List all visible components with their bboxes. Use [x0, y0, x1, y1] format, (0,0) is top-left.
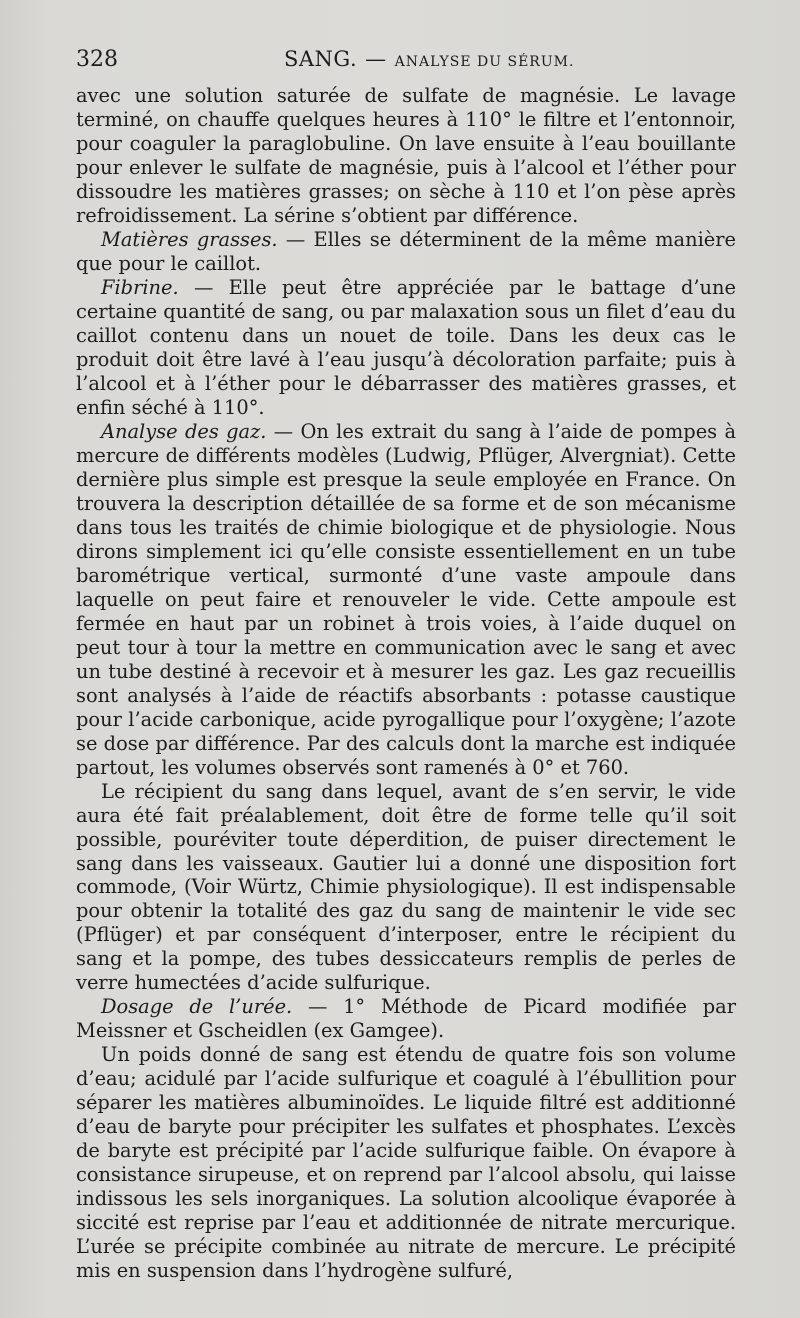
page-header — [76, 47, 736, 77]
paragraph-heading: Matières grasses. — [101, 227, 278, 251]
paragraph — [76, 780, 736, 996]
running-head-subtitle: ANALYSE DU SÉRUM. — [394, 54, 575, 70]
paragraph-heading: Analyse des gaz. — [101, 419, 267, 443]
paragraph-heading: Dosage de l’urée. — [101, 995, 293, 1019]
body-text — [76, 84, 736, 1283]
paragraph-text: Un poids donné de sang est étendu de quatre fois son volume d’eau; acidulé par l’acide sulfurique et coagulé à l’ébullition pour séparer les matières albuminoïdes. Le liquide filtré est additionné d’eau de baryte pour précipiter les sulfates et phosphates. L’excès de baryte est précipité par l’acide sulfurique faible. On évapore à consistance sirupeuse, et on reprend par l’alcool absolu, qui laisse indissous les sels inorganiques. La solution alcoolique évaporée à siccité est reprise par l’eau et additionnée de nitrate mercurique. L’urée se précipite combinée au nitrate de mercure. Le précipité mis en suspension dans l’hydrogène sulfuré, — [76, 1043, 736, 1283]
paragraph — [76, 995, 736, 1043]
paragraph-text: — 1° Méthode de Picard modifiée par Meissner et Gscheidlen (ex Gamgee). — [76, 995, 736, 1043]
running-head-dash: — — [365, 47, 387, 71]
paragraph — [76, 276, 736, 420]
paragraph-text: — Elles se déterminent de la même manière que pour le caillot. — [76, 227, 737, 275]
page-number: 328 — [76, 47, 118, 72]
paragraph-text: avec une solution saturée de sulfate de magnésie. Le lavage terminé, on chauffe quelques heures à 110° le filtre et l’entonnoir, pour coaguler la paraglobuline. On lave ensuite à l’eau bouillante pour enlever le sulfate de magnésie, puis à l’alcool et l’éther pour dissoudre les matières grasses; on sèche à 110 et l’on pèse après refroidissement. La sérine s’obtient par différence. — [76, 84, 736, 227]
paragraph — [76, 1043, 736, 1283]
paragraph-text: — Elle peut être appréciée par le battage d’une certaine quantité de sang, ou par malaxation sous un filet d’eau du caillot contenu dans un nouet de toile. Dans les deux cas le produit doit être lavé à l’eau jusqu’à décoloration parfaite; puis à l’alcool et à l’éther pour le débarrasser des matières grasses, et enfin séché à 110°. — [76, 275, 736, 419]
running-head-title: SANG. — [284, 47, 358, 71]
paragraph-text: Le récipient du sang dans lequel, avant de s’en servir, le vide aura été fait préalablement, doit être de forme telle qu’il soit possible, pouréviter toute déperdition, de puiser directement le sang dans les vaisseaux. Gautier lui a donné une disposition fort commode, (Voir Würtz, Chimie physiologique). Il est indispensable pour obtenir la totalité des gaz du sang de maintenir le vide sec (Pflüger) et par conséquent d’interposer, entre le récipient du sang et la pompe, des tubes dessiccateurs remplis de perles de verre humectées d’acide sulfurique. — [76, 779, 736, 995]
paragraph — [76, 84, 736, 228]
paragraph — [76, 228, 736, 276]
paragraph-heading: Fibrine. — [101, 275, 179, 299]
paragraph — [76, 420, 736, 780]
running-head — [284, 47, 574, 71]
paragraph-text: — On les extrait du sang à l’aide de pompes à mercure de différents modèles (Ludwig, Pflüger, Alvergniat). Cette dernière plus simple est presque la seule employée en France. On trouvera la description détaillée de sa forme et de son mécanisme dans tous les traités de chimie biologique et de physiologie. Nous dirons simplement ici qu’elle consiste essentiellement en un tube barométrique vertical, surmonté d’une vaste ampoule dans laquelle on peut faire et renouveler le vide. Cette ampoule est fermée en haut par un robinet à trois voies, à l’aide duquel on peut tour à tour la mettre en communication avec le sang et avec un tube destiné à recevoir et à mesurer les gaz. Les gaz recueillis sont analysés à l’aide de réactifs absorbants : potasse caustique pour l’acide carbonique, acide pyrogallique pour l’oxygène; l’azote se dose par différence. Par des calculs dont la marche est indiquée partout, les volumes observés sont ramenés à 0° et 760. — [76, 419, 737, 779]
